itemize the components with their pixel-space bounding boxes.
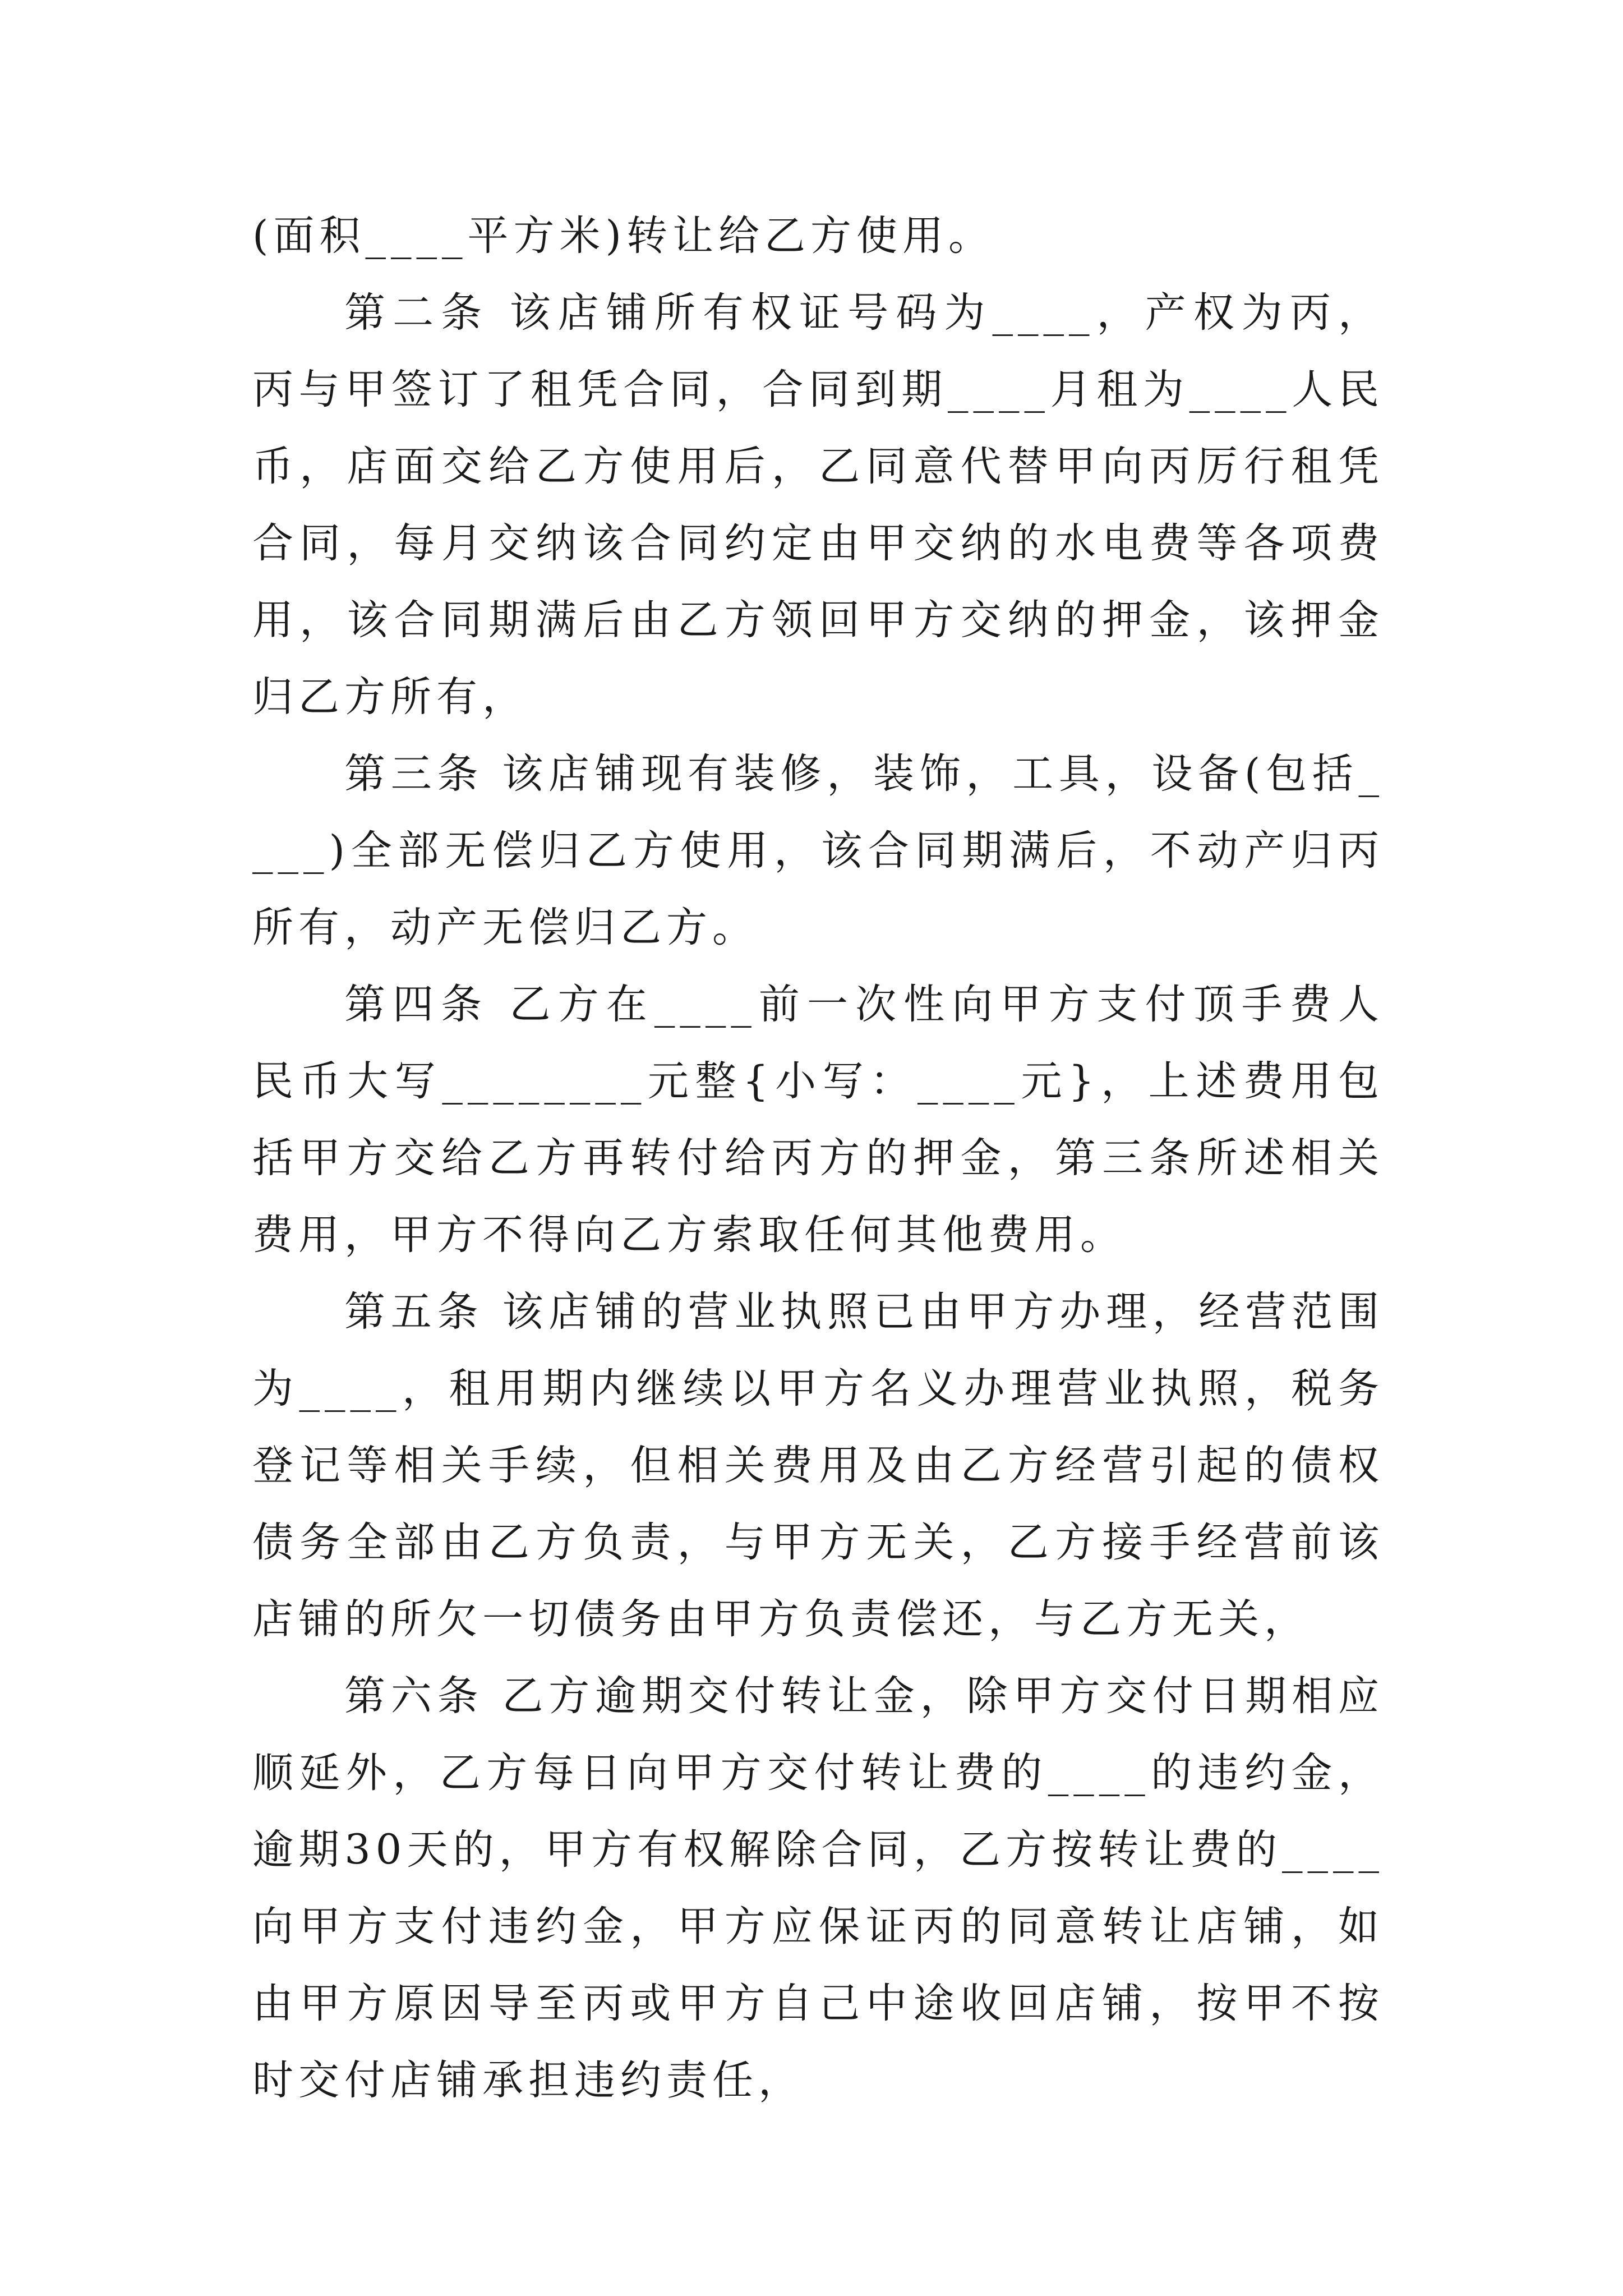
- paragraph-article-4: 第四条 乙方在____前一次性向甲方支付顶手费人民币大写________元整{小写：____元}，上述费用包括甲方交给乙方再转付给丙方的押金，第三条所述相关费用，甲方不得向乙方索取任何其他费用。: [252, 981, 1384, 1259]
- paragraph-article-6: 第六条 乙方逾期交付转让金，除甲方交付日期相应顺延外，乙方每日向甲方交付转让费的____的违约金，逾期30天的，甲方有权解除合同，乙方按转让费的____向甲方支付违约金，甲方应保证丙的同意转让店铺，如由甲方原因导至丙或甲方自己中途收回店铺，按甲不按时交付店铺承担违约责任，: [252, 1672, 1384, 2104]
- paragraph-article-3: 第三条 该店铺现有装修，装饰，工具，设备(包括____)全部无偿归乙方使用，该合同期满后，不动产归丙所有，动产无偿归乙方。: [252, 750, 1384, 951]
- paragraph-article-5: 第五条 该店铺的营业执照已由甲方办理，经营范围为____，租用期内继续以甲方名义办理营业执照，税务登记等相关手续，但相关费用及由乙方经营引起的债权债务全部由乙方负责，与甲方无关，乙方接手经营前该店铺的所欠一切债务由甲方负责偿还，与乙方无关，: [252, 1288, 1384, 1643]
- paragraph-area-clause: (面积____平方米)转让给乙方使用。: [252, 212, 994, 260]
- paragraph-article-2: 第二条 该店铺所有权证号码为____，产权为丙，丙与甲签订了租凭合同，合同到期____月租为____人民币，店面交给乙方使用后，乙同意代替甲向丙厉行租凭合同，每月交纳该合同约定由甲交纳的水电费等各项费用，该合同期满后由乙方领回甲方交纳的押金，该押金归乙方所有，: [252, 289, 1384, 721]
- contract-body: [252, 197, 1384, 2119]
